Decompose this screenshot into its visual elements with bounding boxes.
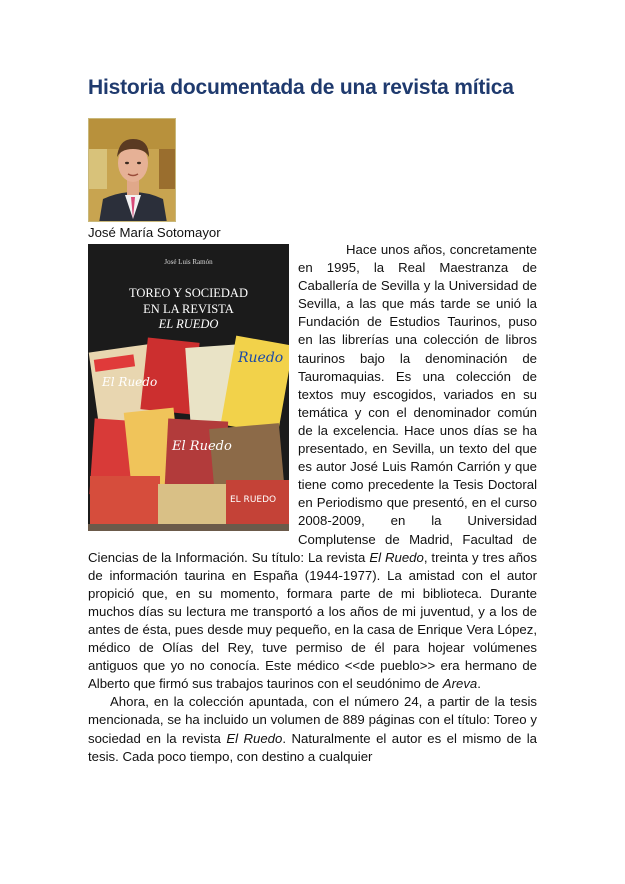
author-photo — [88, 118, 176, 222]
book-title-line-1: TOREO Y SOCIEDAD — [129, 286, 248, 300]
book-title-line-2: EN LA REVISTA — [143, 302, 234, 316]
photo-caption: José María Sotomayor — [88, 225, 221, 240]
p1-text-a: Hace unos años, concretamente en 1995, la Real Maestranza de Caballería de Sevilla y la Universidad de Sevilla, a las que más tarde se unió la Fundación de Estudios Taurinos, puso en las librerías una colección de libros taurinos bajo la denominación de Tauromaquias. Es una colección de textos muy escogidos, variados en su temática y con el denominador común de la excelencia. Hace unos días se ha presentado, en Sevilla, un texto del que es autor José Luis Ramón Carrión y que tiene como precedente la Tesis Doctoral en Periodismo que presentó, en el curso 2008-2009, en la Universidad Complutense de Madrid, Facultad de Ciencias de la Información. Su título: La revista — [88, 242, 537, 565]
p2-text-b: . Naturalmente el autor es el mismo de la tesis. Cada poco tiempo, con destino a cualquier — [88, 730, 537, 764]
p2-text-a: Ahora, en la colección apuntada, con el número 24, a partir de la tesis mencionada, se ha incluido un volumen de 889 páginas con el título: Toreo y sociedad en la revista — [88, 694, 537, 746]
p1-text-b: , treinta y tres años de información taurina en España (1944-1977). La amistad con el autor propició que, en su momento, formara parte de mi biblioteca. Durante muchos días su lectura me transportó a los años de mi juventud, y a los de antes de ésta, pues desde muy pequeño, en la casa de Enrique Vera López, médico de Olías del Rey, tuve permiso de él para hojear volúmenes antiguos que yo no conocía. Este médico <<de pueblo>> era hermano de Alberto que firmó sus trabajos taurinos con el seudónimo de — [88, 549, 537, 692]
svg-text:El Ruedo: El Ruedo — [172, 439, 232, 454]
article — [88, 76, 537, 764]
svg-text:EL RUEDO: EL RUEDO — [230, 495, 277, 505]
book-title-line-3: EL RUEDO — [158, 317, 219, 331]
paragraph-2 — [88, 693, 537, 765]
p1-italic-el-ruedo: El Ruedo — [369, 549, 424, 565]
author-photo-image — [89, 119, 176, 222]
article-body — [88, 241, 537, 766]
book-author: José Luis Ramón — [164, 258, 213, 266]
image-float-spacer — [88, 241, 298, 531]
article-title: Historia documentada de una revista mítica — [88, 76, 514, 99]
p1-italic-areva: Areva — [442, 676, 478, 692]
svg-text:El Ruedo: El Ruedo — [102, 375, 158, 389]
svg-text:Ruedo: Ruedo — [238, 350, 284, 366]
p1-text-c: . — [477, 676, 481, 692]
p2-italic-el-ruedo: El Ruedo — [226, 730, 283, 746]
